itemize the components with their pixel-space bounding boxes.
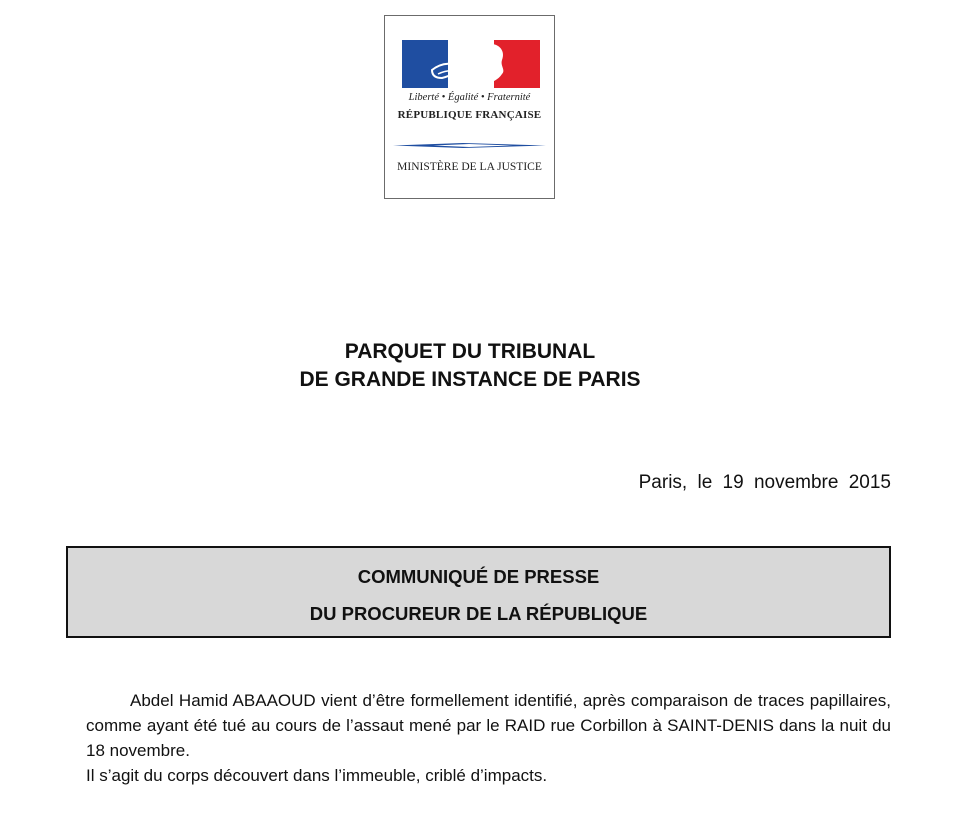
body-text bbox=[86, 688, 891, 788]
tricolor-stripe-icon bbox=[393, 142, 546, 149]
paragraph-1: Abdel Hamid ABAAOUD vient d’être formellement identifié, après comparaison de traces papillaires, comme ayant été tué au cours de l’assaut mené par le RAID rue Corbillon à SAINT-DENIS dans la nuit du 18 novembre. bbox=[86, 691, 891, 760]
page-title bbox=[190, 338, 750, 394]
republic-label: RÉPUBLIQUE FRANÇAISE bbox=[397, 109, 542, 121]
title-line-2: DE GRANDE INSTANCE DE PARIS bbox=[299, 368, 641, 391]
press-release-subtitle: DU PROCUREUR DE LA RÉPUBLIQUE bbox=[309, 603, 648, 624]
ministry-logo bbox=[384, 15, 555, 199]
title-line-1: PARQUET DU TRIBUNAL bbox=[344, 340, 596, 363]
motto: Liberté • Égalité • Fraternité bbox=[408, 92, 531, 103]
date-line: Paris, le 19 novembre 2015 bbox=[638, 472, 891, 493]
press-release-title: COMMUNIQUÉ DE PRESSE bbox=[357, 566, 600, 587]
marianne-flag-icon bbox=[402, 40, 540, 88]
press-release-box bbox=[66, 546, 891, 638]
paragraph-2: Il s’agit du corps découvert dans l’immeuble, criblé d’impacts. bbox=[86, 766, 548, 785]
ministry-label: MINISTÈRE DE LA JUSTICE bbox=[397, 161, 542, 173]
